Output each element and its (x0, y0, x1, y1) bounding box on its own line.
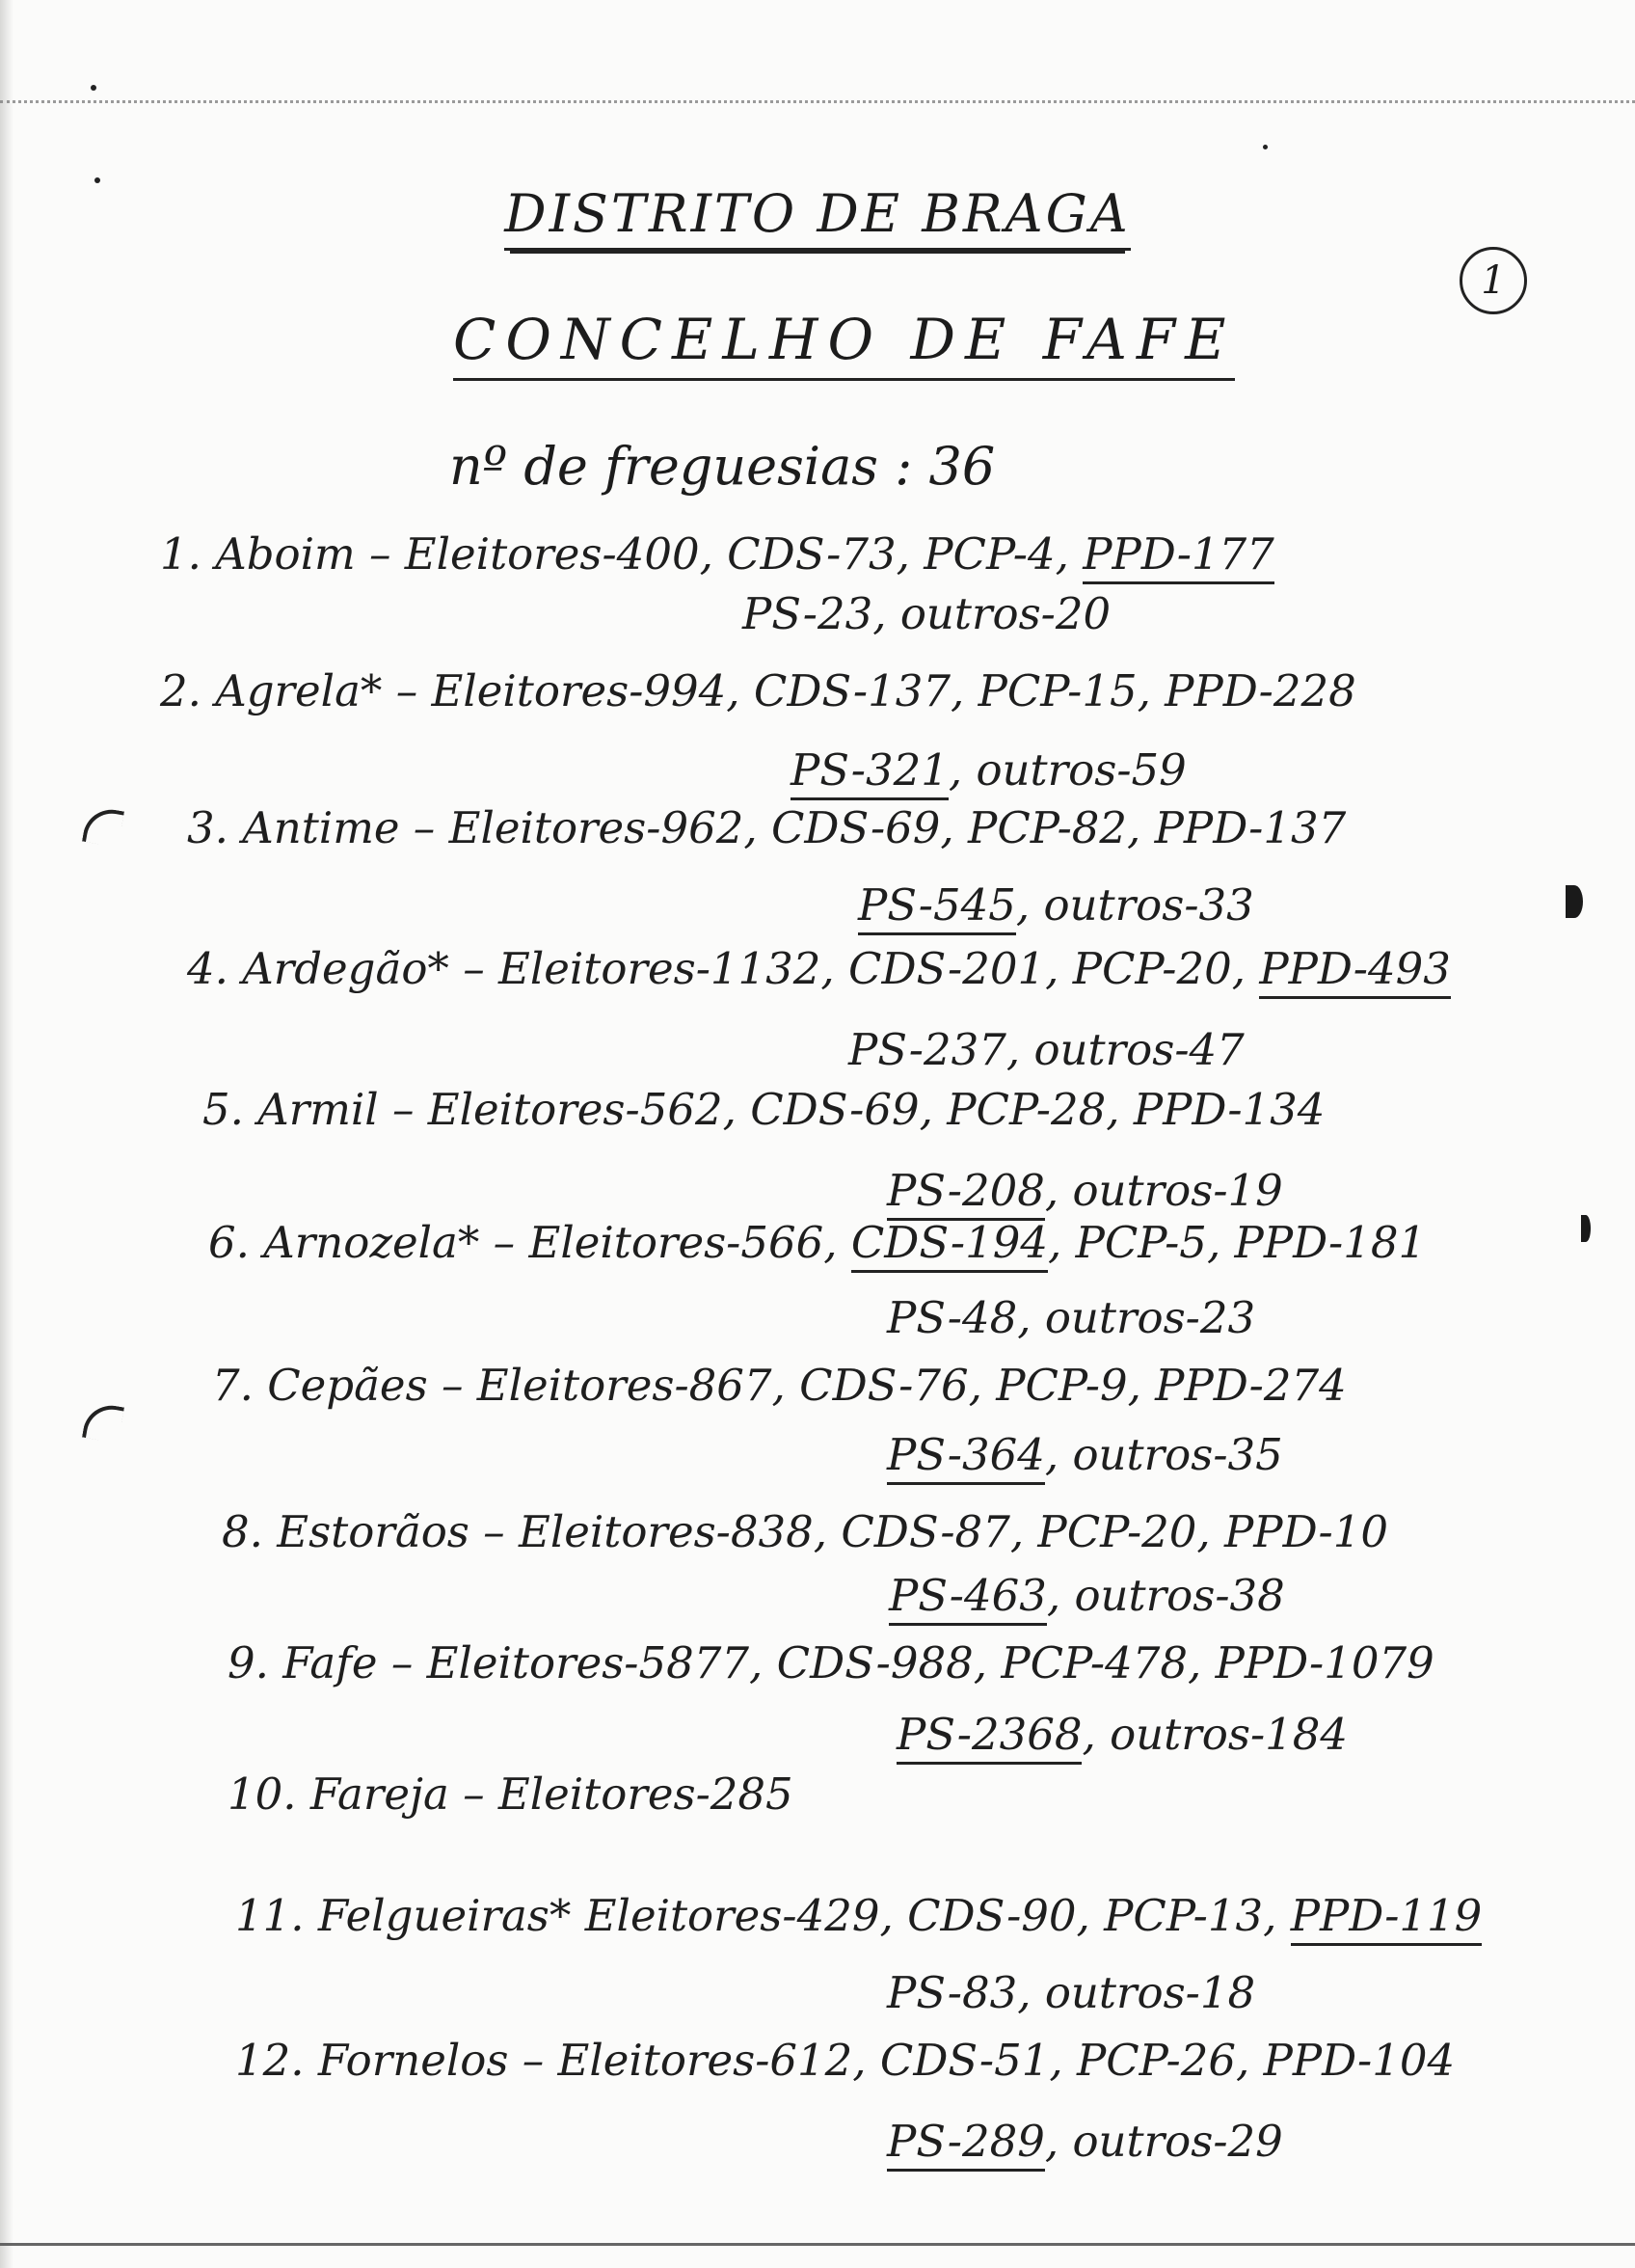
entry-main-text: 11. Felgueiras* Eleitores-429, CDS-90, PCP-13, (235, 1890, 1291, 1941)
entry-main-text: 12. Fornelos – Eleitores-612, CDS-51, PCP-26, PPD-104 (235, 2035, 1456, 2086)
entry-continuation (897, 1709, 1348, 1760)
entry-continuation (742, 588, 1111, 639)
entry-continuation-text: , outros-33 (1015, 879, 1254, 931)
list-item (187, 943, 1451, 994)
entry-continuation (791, 744, 1187, 796)
entry-main-text: 8. Estorãos – Eleitores-838, CDS-87, PCP-20, PPD-10 (222, 1506, 1388, 1557)
entry-continuation (887, 1967, 1255, 2018)
municipality-title: CONCELHO DE FAFE (453, 307, 1235, 381)
entry-underlined-result: PPD-177 (1083, 528, 1274, 584)
entry-continuation-text: PS-23, outros-20 (742, 588, 1112, 639)
page-number: 1 (1460, 247, 1527, 314)
entry-continuation-text: , outros-38 (1046, 1570, 1285, 1621)
entry-main-text: 3. Antime – Eleitores-962, CDS-69, PCP-82, PPD-137 (187, 802, 1347, 853)
entry-main-text: 6. Arnozela* – Eleitores-566, (208, 1217, 851, 1268)
list-item (202, 1084, 1325, 1135)
entry-main-text: 2. Agrela* – Eleitores-994, CDS-137, PCP-15, PPD-228 (160, 665, 1356, 716)
entry-continuation-text: PS-48, outros-23 (887, 1292, 1256, 1343)
entry-continuation (858, 879, 1254, 931)
entry-continuation-text: , outros-184 (1082, 1709, 1349, 1760)
entry-main-text: 10. Fareja – Eleitores-285 (228, 1768, 793, 1820)
entry-continuation-text: , outros-35 (1044, 1429, 1283, 1480)
entry-main-text-tail: , PCP-5, PPD-181 (1047, 1217, 1427, 1268)
entry-continuation (887, 1292, 1255, 1343)
entry-continuation (887, 1429, 1283, 1480)
entry-underlined-result: PPD-119 (1291, 1890, 1483, 1946)
list-item (160, 665, 1356, 716)
entry-continuation (887, 2116, 1283, 2167)
entry-main-text: 4. Ardegão* – Eleitores-1132, CDS-201, PCP-20, (187, 943, 1260, 994)
entry-continuation (848, 1024, 1245, 1075)
list-item (222, 1506, 1388, 1557)
entry-underlined-result: CDS-194 (851, 1217, 1048, 1273)
list-item (212, 1360, 1347, 1411)
list-item (228, 1768, 793, 1820)
entry-main-text: 7. Cepães – Eleitores-867, CDS-76, PCP-9, PPD-274 (212, 1360, 1347, 1411)
list-item (228, 1637, 1434, 1688)
entry-main-text: 1. Aboim – Eleitores-400, CDS-73, PCP-4, (160, 528, 1084, 580)
list-item (187, 802, 1346, 853)
entry-underlined-result: PPD-493 (1259, 943, 1451, 999)
list-item (235, 2035, 1455, 2086)
entry-continuation-text: , outros-59 (948, 744, 1187, 796)
list-item (208, 1217, 1426, 1268)
entry-main-text: 9. Fafe – Eleitores-5877, CDS-988, PCP-478, PPD-1079 (228, 1637, 1434, 1688)
entry-underlined-result: PS-2368 (897, 1709, 1082, 1765)
list-item (160, 528, 1274, 580)
entry-continuation-text: PS-83, outros-18 (887, 1967, 1256, 2018)
entry-underlined-result: PS-289 (887, 2116, 1045, 2172)
entry-underlined-result: PS-208 (887, 1165, 1045, 1221)
district-title-text: DISTRITO DE BRAGA (504, 183, 1130, 251)
entry-continuation (889, 1570, 1285, 1621)
entry-underlined-result: PS-545 (858, 879, 1016, 935)
entry-continuation-text: , outros-19 (1044, 1165, 1283, 1216)
parish-count: nº de freguesias : 36 (449, 436, 996, 497)
list-item (235, 1890, 1482, 1941)
entry-continuation-text: , outros-29 (1044, 2116, 1283, 2167)
entry-underlined-result: PS-321 (791, 744, 949, 800)
entry-main-text: 5. Armil – Eleitores-562, CDS-69, PCP-28, PPD-134 (202, 1084, 1326, 1135)
entry-underlined-result: PS-364 (887, 1429, 1045, 1485)
entry-continuation (887, 1165, 1283, 1216)
entry-continuation-text: PS-237, outros-47 (848, 1024, 1245, 1075)
entry-underlined-result: PS-463 (889, 1570, 1047, 1626)
